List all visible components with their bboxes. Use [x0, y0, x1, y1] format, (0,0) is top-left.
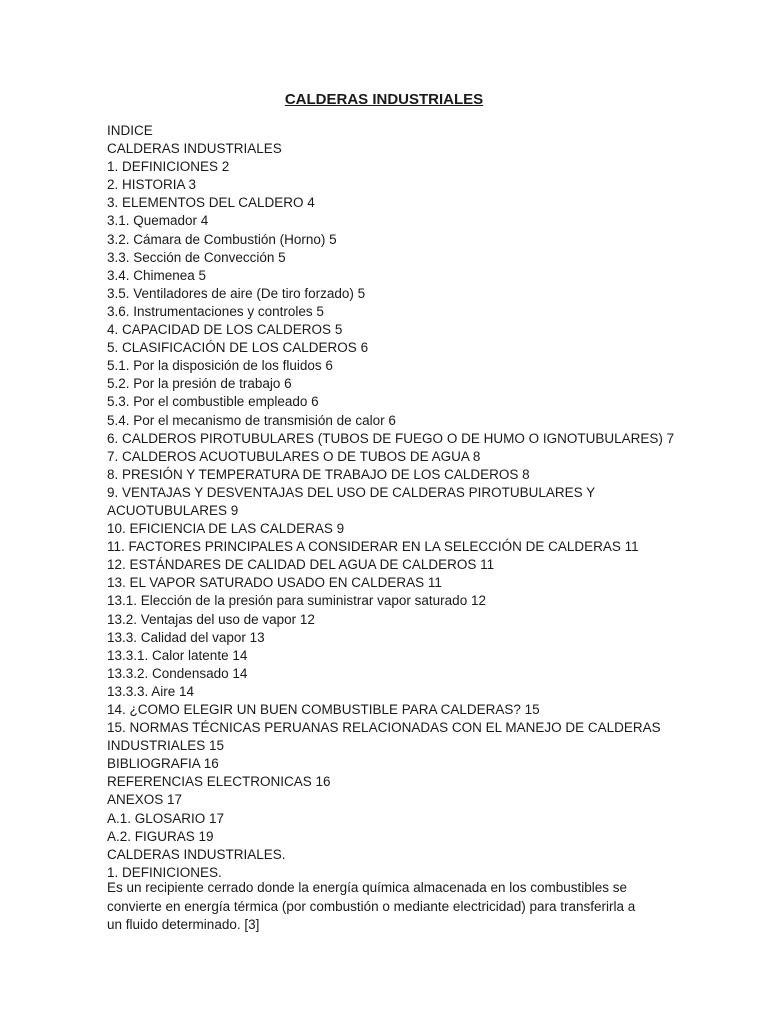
toc-line: 5.4. Por el mecanismo de transmisión de calor 6 [107, 412, 396, 428]
toc-line: 13. EL VAPOR SATURADO USADO EN CALDERAS 11 [107, 575, 442, 591]
toc-line: A.2. FIGURAS 19 [107, 828, 214, 844]
toc-line: 5.1. Por la disposición de los fluidos 6 [107, 358, 333, 374]
section-title: CALDERAS INDUSTRIALES. [107, 846, 286, 862]
toc-line: 8. PRESIÓN Y TEMPERATURA DE TRABAJO DE LOS CALDEROS 8 [107, 466, 530, 482]
toc-line: 5.3. Por el combustible empleado 6 [107, 394, 319, 410]
toc-line: 6. CALDEROS PIROTUBULARES (TUBOS DE FUEGO O DE HUMO O IGNOTUBULARES) 7 [107, 430, 675, 446]
toc-line: 13.1. Elección de la presión para suministrar vapor saturado 12 [107, 593, 486, 609]
toc-line: 3.5. Ventiladores de aire (De tiro forzado) 5 [107, 285, 366, 301]
toc-line: 5.2. Por la presión de trabajo 6 [107, 376, 292, 392]
toc-line: 2. HISTORIA 3 [107, 177, 197, 193]
toc-line: 4. CAPACIDAD DE LOS CALDEROS 5 [107, 322, 343, 338]
toc-line: ANEXOS 17 [107, 792, 183, 808]
document-title: CALDERAS INDUSTRIALES [284, 91, 484, 108]
toc-line: 7. CALDEROS ACUOTUBULARES O DE TUBOS DE AGUA 8 [107, 448, 481, 464]
toc-line: 11. FACTORES PRINCIPALES A CONSIDERAR EN LA SELECCIÓN DE CALDERAS 11 [107, 539, 639, 555]
toc-line: CALDERAS INDUSTRIALES [107, 141, 282, 157]
toc-line: A.1. GLOSARIO 17 [107, 810, 225, 826]
toc-line: 14. ¿COMO ELEGIR UN BUEN COMBUSTIBLE PARA CALDERAS? 15 [107, 702, 540, 717]
toc-line: 9. VENTAJAS Y DESVENTAJAS DEL USO DE CALDERAS PIROTUBULARES Y ACUOTUBULARES 9 [107, 484, 595, 518]
definition-paragraph: Es un recipiente cerrado donde la energía química almacenada en los combustibles se convierte en energía térmica (por combustión o mediante electricidad) para transferirla a un fluido determinado. [3] [107, 880, 636, 933]
table-of-contents [107, 122, 675, 882]
toc-line: 3.1. Quemador 4 [107, 213, 209, 229]
toc-line: 12. ESTÁNDARES DE CALIDAD DEL AGUA DE CALDEROS 11 [107, 557, 495, 573]
toc-line: REFERENCIAS ELECTRONICAS 16 [107, 774, 331, 790]
toc-line: 3.4. Chimenea 5 [107, 267, 207, 283]
toc-line: BIBLIOGRAFIA 16 [107, 756, 219, 772]
toc-line: 3.6. Instrumentaciones y controles 5 [107, 303, 324, 319]
toc-line: 13.3.2. Condensado 14 [107, 665, 248, 681]
toc-line: 13.2. Ventajas del uso de vapor 12 [107, 611, 315, 627]
toc-line: 13.3.1. Calor latente 14 [107, 647, 248, 663]
toc-line: 15. NORMAS TÉCNICAS PERUANAS RELACIONADAS CON EL MANEJO DE CALDERAS INDUSTRIALES 15 [107, 720, 661, 754]
toc-line: 13.3.3. Aire 14 [107, 683, 195, 699]
toc-line: 10. EFICIENCIA DE LAS CALDERAS 9 [107, 521, 345, 537]
toc-line: 1. DEFINICIONES 2 [107, 159, 230, 175]
toc-line: 3.3. Sección de Convección 5 [107, 249, 286, 265]
toc-line: 3.2. Cámara de Combustión (Horno) 5 [107, 231, 337, 247]
toc-heading: INDICE [107, 123, 153, 138]
section-heading: 1. DEFINICIONES. [107, 864, 222, 880]
toc-line: 5. CLASIFICACIÓN DE LOS CALDEROS 6 [107, 340, 369, 356]
toc-line: 13.3. Calidad del vapor 13 [107, 629, 265, 645]
toc-line: 3. ELEMENTOS DEL CALDERO 4 [107, 195, 315, 211]
